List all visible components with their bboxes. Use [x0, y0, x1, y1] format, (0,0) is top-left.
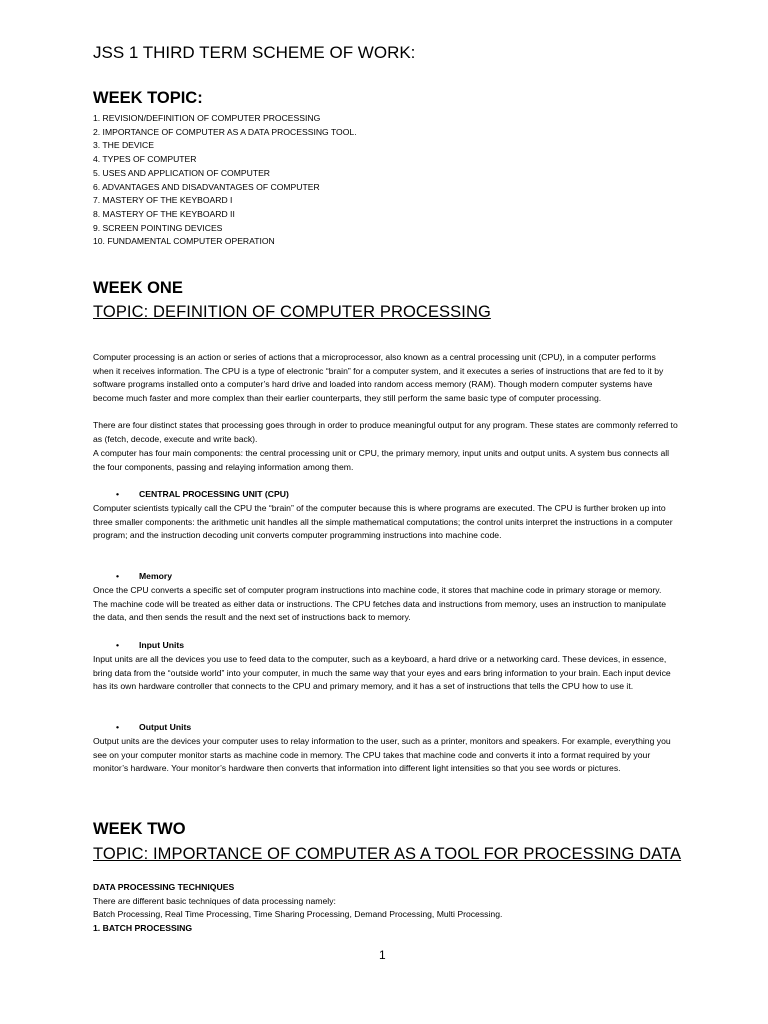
bullet-icon: •: [116, 722, 120, 732]
input-title: Input Units: [139, 640, 185, 650]
memory-paragraph: Once the CPU converts a specific set of computer program instructions into machine code, it stores that machine code in primary storage or memory. The machine code will be treated as either data or instructions. The CPU fetches data and instructions from memory, uses an instruction to manipulate the data, and then sends the result and the next set of instructions back to memory.: [93, 585, 667, 623]
memory-bullet: [116, 571, 172, 581]
list-item: 9. SCREEN POINTING DEVICES: [93, 222, 223, 233]
week-two-heading: WEEK TWO: [93, 820, 186, 838]
topic-list: [93, 112, 357, 249]
list-item: 10. FUNDAMENTAL COMPUTER OPERATION: [93, 236, 275, 247]
week-two-topic: TOPIC: IMPORTANCE OF COMPUTER AS A TOOL FOR PROCESSING DATA: [93, 845, 682, 863]
list-item: 3. THE DEVICE: [93, 140, 154, 151]
list-item: 7. MASTERY OF THE KEYBOARD I: [93, 195, 233, 206]
techniques-title: DATA PROCESSING TECHNIQUES: [93, 882, 235, 892]
list-item: 2. IMPORTANCE OF COMPUTER AS A DATA PROCESSING TOOL.: [93, 126, 357, 137]
list-item: 8. MASTERY OF THE KEYBOARD II: [93, 208, 235, 219]
input-bullet: [116, 640, 184, 650]
output-bullet: [116, 722, 191, 732]
output-paragraph: Output units are the devices your computer uses to relay information to the user, such as a printer, monitors and speakers. For example, everything you see on your computer monitor starts as machine code in memory. The CPU takes that machine code and converts it into a format required by your monitor’s hardware. Your monitor’s hardware then converts that information into different light intensities so that you see words or pictures.: [93, 736, 671, 774]
states-paragraph: There are four distinct states that processing goes through in order to produce meaningful output for any program. These states are commonly referred to as (fetch, decode, execute and write back).: [93, 420, 678, 444]
cpu-title: CENTRAL PROCESSING UNIT (CPU): [139, 489, 289, 499]
memory-title: Memory: [139, 571, 173, 581]
components-paragraph: A computer has four main components: the central processing unit or CPU, the primary memory, input units and output units. A system bus connects all the four components, passing and relaying information among them.: [93, 448, 670, 472]
page-number: 1: [379, 948, 386, 962]
cpu-paragraph: Computer scientists typically call the CPU the “brain” of the computer because this is where programs are executed. The CPU is further broken up into three smaller components: the arithmetic unit handles all the simple mathematical computations; the control units interpret the instructions in a computer program; and the instruction decoding unit converts computer programming instructions into machine code.: [93, 503, 673, 541]
bullet-icon: •: [116, 489, 120, 499]
techniques-list: Batch Processing, Real Time Processing, Time Sharing Processing, Demand Processing, Multi Processing.: [93, 909, 503, 919]
list-item: 6. ADVANTAGES AND DISADVANTAGES OF COMPUTER: [93, 181, 320, 192]
week-topic-heading: WEEK TOPIC:: [93, 89, 203, 107]
intro-paragraph: Computer processing is an action or series of actions that a microprocessor, also known as a central processing unit (CPU), in a computer performs when it receives information. The CPU is a type of electronic “brain” for a computer system, and it executes a series of instructions that are fed to it by software programs installed onto a computer’s hard drive and loaded into random access memory (RAM). Though modern computer systems have become much faster and more complex than their earlier counterparts, they still perform the same basic type of computer processing.: [93, 352, 664, 404]
output-title: Output Units: [139, 722, 192, 732]
input-paragraph: Input units are all the devices you use to feed data to the computer, such as a keyboard, a hard drive or a networking card. These devices, in essence, bring data from the “outside world” into your computer, in much the same way that your eyes and ears bring information to your brain. Each input device has its own hardware controller that connects to the CPU and primary memory, and it has a set of instructions that tells the CPU how to use it.: [93, 654, 671, 692]
list-item: 5. USES AND APPLICATION OF COMPUTER: [93, 167, 271, 178]
week-one-heading: WEEK ONE: [93, 279, 183, 297]
bullet-icon: •: [116, 571, 120, 581]
batch-title: 1. BATCH PROCESSING: [93, 923, 193, 933]
cpu-bullet: [116, 489, 289, 499]
week-one-topic: TOPIC: DEFINITION OF COMPUTER PROCESSING: [93, 303, 491, 321]
list-item: 4. TYPES OF COMPUTER: [93, 154, 197, 165]
document-title: JSS 1 THIRD TERM SCHEME OF WORK:: [93, 43, 416, 62]
list-item: 1. REVISION/DEFINITION OF COMPUTER PROCESSING: [93, 113, 321, 123]
bullet-icon: •: [116, 640, 120, 650]
techniques-intro: There are different basic techniques of data processing namely:: [93, 896, 336, 906]
